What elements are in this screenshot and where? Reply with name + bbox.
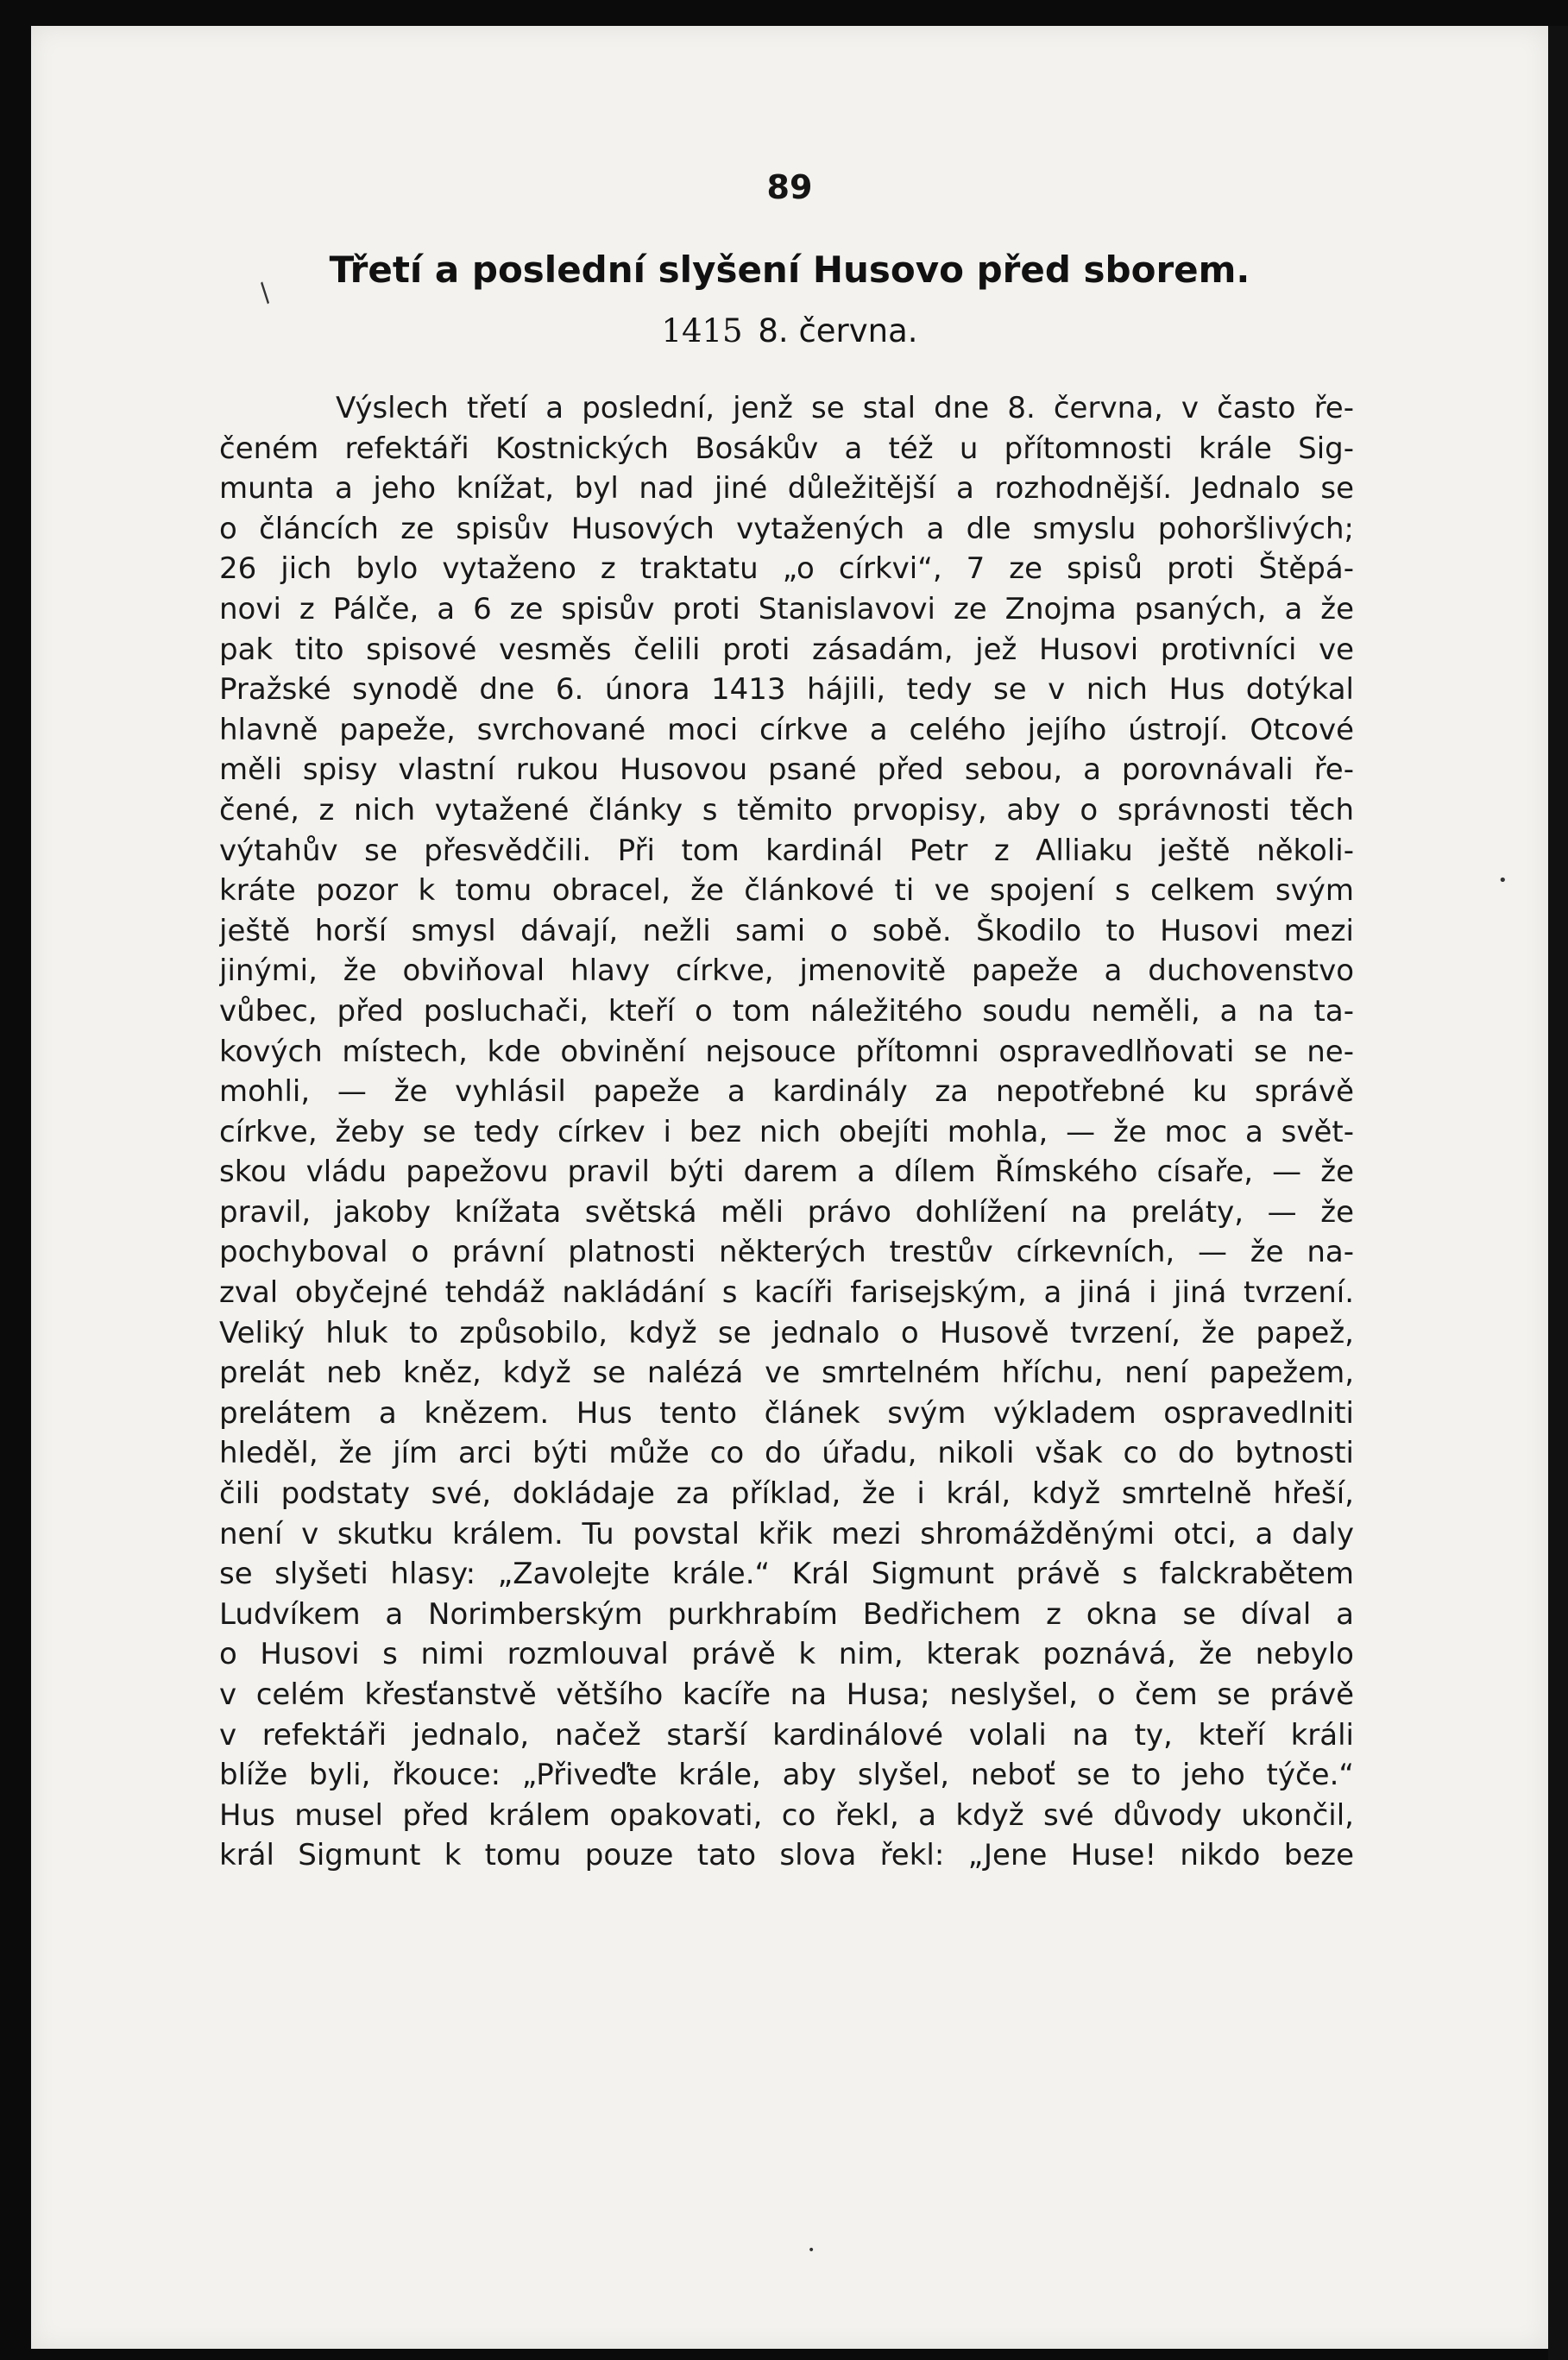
text-line: munta a jeho knížat, byl nad jiné důležitější a rozhodnější. Jednalo se xyxy=(219,471,1354,507)
text-line: se slyšeti hlasy: „Zavolejte krále.“ Král Sigmunt právě s falckrabětem xyxy=(219,1557,1354,1592)
text-line: Pražské synodě dne 6. února 1413 hájili, tedy se v nich Hus dotýkal xyxy=(219,672,1354,708)
text-line: čili podstaty své, dokládaje za příklad, že i král, když smrtelně hřeší, xyxy=(219,1476,1354,1512)
text-line: mohli, — že vyhlásil papeže a kardinály za nepotřebné ku správě xyxy=(219,1074,1354,1110)
text-line: kových místech, kde obvinění nejsouce přítomni ospravedlňovati se ne- xyxy=(219,1034,1354,1069)
text-line: pochyboval o právní platnosti některých trestův církevních, — že na- xyxy=(219,1235,1354,1270)
text-line: církve, žeby se tedy církev i bez nich obejíti mohla, — že moc a svět- xyxy=(219,1114,1354,1149)
date-day-month: 8. června. xyxy=(758,312,918,349)
text-line: skou vládu papežovu pravil býti darem a dílem Římského císaře, — že xyxy=(219,1155,1354,1190)
book-page xyxy=(31,26,1548,2349)
text-line: měli spisy vlastní rukou Husovou psané před sebou, a porovnávali ře- xyxy=(219,752,1354,788)
chapter-title: Třetí a poslední slyšení Husovo před sborem. xyxy=(329,249,1250,291)
text-line: ještě horší smysl dávají, nežli sami o sobě. Škodilo to Husovi mezi xyxy=(219,913,1354,948)
text-line: Veliký hluk to způsobilo, když se jednalo o Husově tvrzení, že papež, xyxy=(219,1315,1354,1350)
text-line: blíže byli, řkouce: „Přiveďte krále, aby slyšel, neboť se to jeho týče.“ xyxy=(219,1758,1354,1793)
body-text xyxy=(219,388,1354,1876)
text-line: výtahův se přesvědčili. Při tom kardinál Petr z Alliaku ještě několi- xyxy=(219,833,1354,868)
text-line: Výslech třetí a poslední, jenž se stal dne 8. června, v často ře- xyxy=(336,391,1354,425)
text-line: Hus musel před králem opakovati, co řekl, a když své důvody ukončil, xyxy=(219,1797,1354,1833)
text-line: o článcích ze spisův Husových vytažených a dle smyslu pohoršlivých; xyxy=(219,511,1354,546)
chapter-date xyxy=(31,312,1548,349)
stray-dot-mark: • xyxy=(1498,872,1508,890)
text-line: čeném refektáři Kostnických Bosákův a též u přítomnosti krále Sig- xyxy=(219,431,1354,466)
text-line: není v skutku králem. Tu povstal křik mezi shromážděnými otci, a daly xyxy=(219,1516,1354,1551)
scan-border-left xyxy=(0,0,31,2360)
date-year: 1415 xyxy=(661,312,743,349)
text-line: jinými, že obviňoval hlavy církve, jmenovitě papeže a duchovenstvo xyxy=(219,953,1354,989)
text-line: prelát neb kněz, když se nalézá ve smrtelném hříchu, není papežem, xyxy=(219,1356,1354,1391)
text-line: o Husovi s nimi rozmlouval právě k nim, kterak poznává, že nebylo xyxy=(219,1637,1354,1672)
text-line: vůbec, před posluchači, kteří o tom náležitého soudu neměli, a na ta- xyxy=(219,993,1354,1029)
text-line: král Sigmunt k tomu pouze tato slova řekl: „Jene Huse! nikdo beze xyxy=(219,1838,1354,1873)
text-line: v refektáři jednalo, načež starší kardinálové volali na ty, kteří králi xyxy=(219,1717,1354,1753)
stray-dot-mark: • xyxy=(808,2244,815,2257)
text-line: Ludvíkem a Norimberským purkhrabím Bedřichem z okna se díval a xyxy=(219,1596,1354,1632)
text-line: kráte pozor k tomu obracel, že článkové ti ve spojení s celkem svým xyxy=(219,873,1354,909)
text-line: novi z Pálče, a 6 ze spisův proti Stanislavovi ze Znojma psaných, a že xyxy=(219,591,1354,626)
text-line: prelátem a knězem. Hus tento článek svým výkladem ospravedlniti xyxy=(219,1395,1354,1431)
text-line: čené, z nich vytažené články s těmito prvopisy, aby o správnosti těch xyxy=(219,792,1354,828)
stray-pen-mark: / xyxy=(252,278,278,308)
text-line: 26 jich bylo vytaženo z traktatu „o církvi“, 7 ze spisů proti Štěpá- xyxy=(219,551,1354,587)
text-line: v celém křesťanstvě většího kacíře na Husa; neslyšel, o čem se právě xyxy=(219,1677,1354,1712)
text-line: hlavně papeže, svrchované moci církve a celého jejího ústrojí. Otcové xyxy=(219,712,1354,747)
text-line: zval obyčejné tehdáž nakládání s kacíři farisejským, a jiná i jiná tvrzení. xyxy=(219,1275,1354,1311)
text-line: pravil, jakoby knížata světská měli právo dohlížení na preláty, — že xyxy=(219,1194,1354,1230)
text-line: hleděl, že jím arci býti může co do úřadu, nikoli však co do bytnosti xyxy=(219,1436,1354,1471)
scan-border-right xyxy=(1548,26,1568,2360)
page-number: 89 xyxy=(766,168,813,206)
text-line: pak tito spisové vesměs čelili proti zásadám, jež Husovi protivníci ve xyxy=(219,632,1354,667)
